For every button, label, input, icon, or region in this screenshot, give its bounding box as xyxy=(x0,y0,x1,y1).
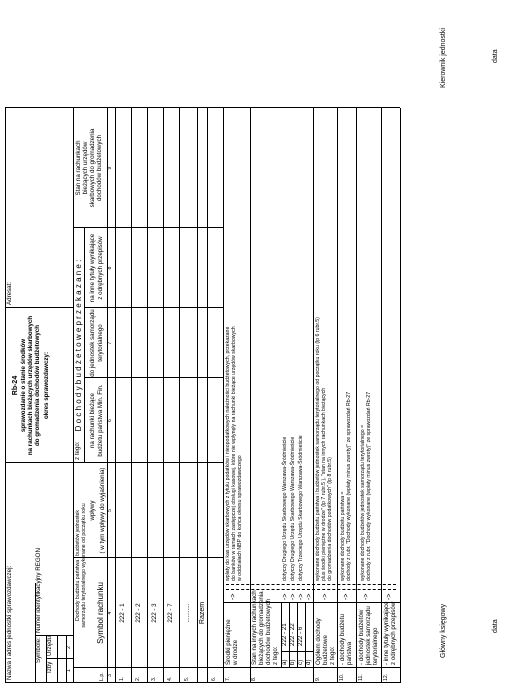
row-9-note-line2: plus środki pieniężne w drodze" (lp 7 rubr.5 ), "stan na innych rachunkach bieżących xyxy=(321,387,327,581)
row-11-lp: 11. xyxy=(358,674,364,681)
row-8a-letter: a) xyxy=(281,659,288,665)
stan-header-line3: skarbowych do gromadzenia xyxy=(89,128,96,208)
unit-head-label: Kierownik jednostki xyxy=(440,28,447,88)
row-11-label-line3: terytorialnego xyxy=(372,627,379,665)
izby-label: Izby xyxy=(46,661,53,673)
row-5-bottom xyxy=(197,108,198,683)
col-num-row-bottom xyxy=(115,108,116,683)
row-8c-note: dotyczy Trzeciego Urzędu Skarbowego Warszawa-Śródmieście xyxy=(298,435,304,581)
row-9-label-line2: budżetowe xyxy=(322,635,329,665)
col-num-4: 4 xyxy=(107,611,113,615)
lp-header: L.p. xyxy=(99,672,105,681)
dochody-desc-line2: samorządu terytorialnego wykonane od początku roku xyxy=(81,503,87,628)
na-rachunki-header-line2: budżetu państwa Min. Fin. xyxy=(97,384,104,457)
adresat-label: Adresat: xyxy=(6,281,13,305)
row-7-lp: 7. xyxy=(225,676,231,681)
stan-header-line1: Stan na rachunkach xyxy=(75,140,82,196)
frame-left xyxy=(5,682,400,683)
row-11-arrow-icon: -> xyxy=(363,593,370,600)
symbols-num-line xyxy=(66,636,67,683)
row-8a-note: dotyczy Drugiego Urzędu Skarbowego Warszawa-Śródmieście xyxy=(282,436,288,581)
row-7-label-line2: w drodze xyxy=(232,639,239,665)
row-8-label-line4: z tego: xyxy=(272,646,279,665)
symbols-regon-divider xyxy=(35,635,73,636)
symbol-cell: 222 - 2 xyxy=(135,603,142,623)
row-12-label-line2: z odrębnych przepisów xyxy=(390,601,397,665)
table-row: 2. xyxy=(135,676,141,681)
row-9-note-line1: wykonane dochody budżetu państwa i budżetów jednostek samorządu terytorialnego od początku roku (lp 6 rubr.5) xyxy=(315,317,321,581)
reporting-unit-name-label: Nazwa i adres jednostki sprawozdawczej: xyxy=(6,565,13,680)
symbols-label: Symbole: xyxy=(35,637,42,663)
row-11-note-line2: dochody z rubr. "Dochody wykonane (wpłaty minus zwroty)" ze sprawozdań Rb-27 xyxy=(366,391,372,581)
symbol-cell: 222 - 7 xyxy=(167,603,174,623)
row-10-label-line2: państwa xyxy=(346,641,353,665)
symbols-col-num-1: 1 xyxy=(66,669,72,672)
do-jednostek-header-line2: terytorialnego xyxy=(97,324,104,362)
row-10-bottom xyxy=(356,108,357,683)
row-2-bottom xyxy=(147,108,148,683)
wplywy-note-header: ( w tym wpływy do wyjaśnienia) xyxy=(99,467,106,554)
symbols-cells-line xyxy=(57,636,58,683)
row-8c-arrow-icon: -> xyxy=(298,593,305,600)
row-11-label-line2: jednostek samorządu xyxy=(365,606,372,665)
izby-urzedu-divider xyxy=(46,658,73,659)
stan-header-line2: bieżących urzędów xyxy=(82,141,89,195)
table-row: 4. xyxy=(167,676,173,681)
symbol-rachunku-header: Symbol rachunku xyxy=(96,582,105,644)
row-11-bottom xyxy=(381,108,382,683)
date-right-label: data xyxy=(492,49,499,63)
reporting-period-label: okres sprawozdawczy: xyxy=(43,351,50,420)
row-9-note-line3: do gromadzenia dochodów podatkowych" (lp 8 rubr.5) xyxy=(327,457,333,581)
row-8d-letter: d) xyxy=(305,659,312,665)
z-tego-header: z tego: xyxy=(74,441,81,460)
row-7-note-line1: wpłaty do kas urzędów skarbowych z tytułu podatków i nieopodatkowych należności budżetowych, przekazane xyxy=(225,326,231,581)
row-8c-letter: c) xyxy=(297,659,304,665)
na-rachunki-header-line1: na rachunki bieżące xyxy=(89,392,96,449)
row-7-label-line1: Środki pieniężne xyxy=(225,619,232,665)
symbol-cell: 222 - 3 xyxy=(151,603,158,623)
na-inne-header-line2: z odrębnych przepisów xyxy=(97,236,104,300)
wplywy-header: wpływy xyxy=(89,500,96,521)
form-title-line2: na rachunkach bieżących urzędów skarbowych xyxy=(27,315,34,456)
row-9-label-line3: z tego: xyxy=(329,646,336,665)
row-11-label-line1: - dochody budżetów xyxy=(358,609,365,665)
col-divider-jst xyxy=(84,307,223,308)
row-9-bottom xyxy=(337,108,338,683)
row-10-lp: 10. xyxy=(339,673,345,681)
row-8a-code: 222 - 21 xyxy=(281,623,288,646)
row-8-label-line3: dochodów budżetowych xyxy=(265,598,272,665)
frame-right xyxy=(5,107,400,108)
row-8b-note: dotyczy Drugiego Urzędu Skarbowego Warszawa-Śródmieście xyxy=(290,436,296,581)
row-11-note-line1: wykonane dochody budżetów jednostek samorządu terytorialnego = xyxy=(360,424,366,581)
row-8d-top xyxy=(305,603,306,668)
row-razem-top xyxy=(207,108,208,683)
row-8-bottom xyxy=(313,108,314,683)
row-8c-code: 222 - 6 xyxy=(297,626,304,646)
symbol-cell: 222 - 1 xyxy=(119,603,126,623)
na-inne-header-line1: na inne tytuły wynikające xyxy=(89,233,96,303)
row-7-arrow-icon: -> xyxy=(230,593,237,600)
col-num-6: 6 xyxy=(107,419,113,422)
do-jednostek-header-line1: do jednostek samorządu xyxy=(89,309,96,377)
row-8-label-line1: Stan na innych rachunkach xyxy=(251,590,258,665)
row-8b-code: 222 - 22 xyxy=(289,623,296,646)
row-10-note-line1: wykonane dochody budżetu państwa = xyxy=(340,491,346,581)
row-6-bottom xyxy=(223,108,224,683)
regon-label: Numer identyfikacyjny REGON xyxy=(35,548,42,633)
row-8-label-line2: bieżących do gromadzenia xyxy=(258,591,265,665)
dashed-guide-right xyxy=(226,584,396,585)
form-title-line1: sprawozdanie o stanie środków xyxy=(20,338,27,433)
table-row: 6. xyxy=(211,676,217,681)
col-num-8: 8 xyxy=(107,266,113,270)
row-12-arrow-icon: -> xyxy=(386,593,393,600)
row-12-label-line1: - inne tytuły wynikające xyxy=(383,601,390,665)
row-9-label-line1: Ogółem dochody xyxy=(315,618,322,665)
przekazane-subheader-line xyxy=(84,228,85,463)
row-9-arrow-icon: -> xyxy=(322,593,329,600)
table-row: 1. xyxy=(119,676,125,681)
col-num-7: 7 xyxy=(107,341,113,345)
row-12-lp: 12. xyxy=(383,673,389,681)
row-8-lp: 8. xyxy=(251,676,257,681)
row-8a-arrow-icon: -> xyxy=(282,593,289,600)
col-num-9: 9 xyxy=(107,166,113,170)
symbols-col-num-2: 2 xyxy=(66,646,72,649)
row-10-arrow-icon: -> xyxy=(343,593,350,600)
urzedu-label: Urzędu xyxy=(46,636,53,656)
row-8d-arrow-icon: -> xyxy=(306,593,313,600)
table-row: 3. xyxy=(151,676,157,681)
date-left-label: data xyxy=(492,619,499,633)
table-row: 5. xyxy=(184,676,190,681)
row-7-note-line3: w oddziałach NBP do końca okresu sprawozdawczego xyxy=(237,455,243,581)
row-1-bottom xyxy=(131,108,132,683)
stan-header-line4: dochodów budżetowych xyxy=(96,134,103,202)
form-title-line3: do gromadzenia dochodów budżetowych xyxy=(34,325,41,447)
col-num-3: 3 xyxy=(107,674,113,677)
razem-label: Razem xyxy=(199,601,206,625)
row-3-bottom xyxy=(163,108,164,683)
row-8-sub-divider xyxy=(281,651,313,652)
dochody-desc-line1: Dochody budżetu państwa i budżetów jednostek xyxy=(75,509,81,622)
row-9-lp: 9. xyxy=(315,676,321,681)
col-divider-mf xyxy=(84,377,223,378)
row-8b-arrow-icon: -> xyxy=(290,593,297,600)
row-8b-letter: b) xyxy=(289,659,296,665)
form-code: Rb-24 xyxy=(12,375,19,396)
symbol-cell: ........... xyxy=(184,603,191,623)
chief-accountant-label: Główny księgowy xyxy=(440,603,447,658)
col-num-5: 5 xyxy=(107,509,113,512)
row-7-note-line2: do banków w ramach zastępczej obsługi kasowej, które nie wpłynęły na rachunki bieżące urzędów skarbowych xyxy=(231,326,237,581)
table-bottom xyxy=(400,108,401,683)
dochody-przekazane-header: D o c h o d y b u d ż e t o w e p r z e k a z a n e : xyxy=(74,259,83,432)
row-10-note-line2: dochody z rubr. "Dochody wykonane (wpłaty minus zwroty)" ze sprawozdań Rb-27 xyxy=(346,391,352,581)
row-10-label-line1: - dochody budżetu xyxy=(339,614,346,665)
row-4-bottom xyxy=(179,108,180,683)
